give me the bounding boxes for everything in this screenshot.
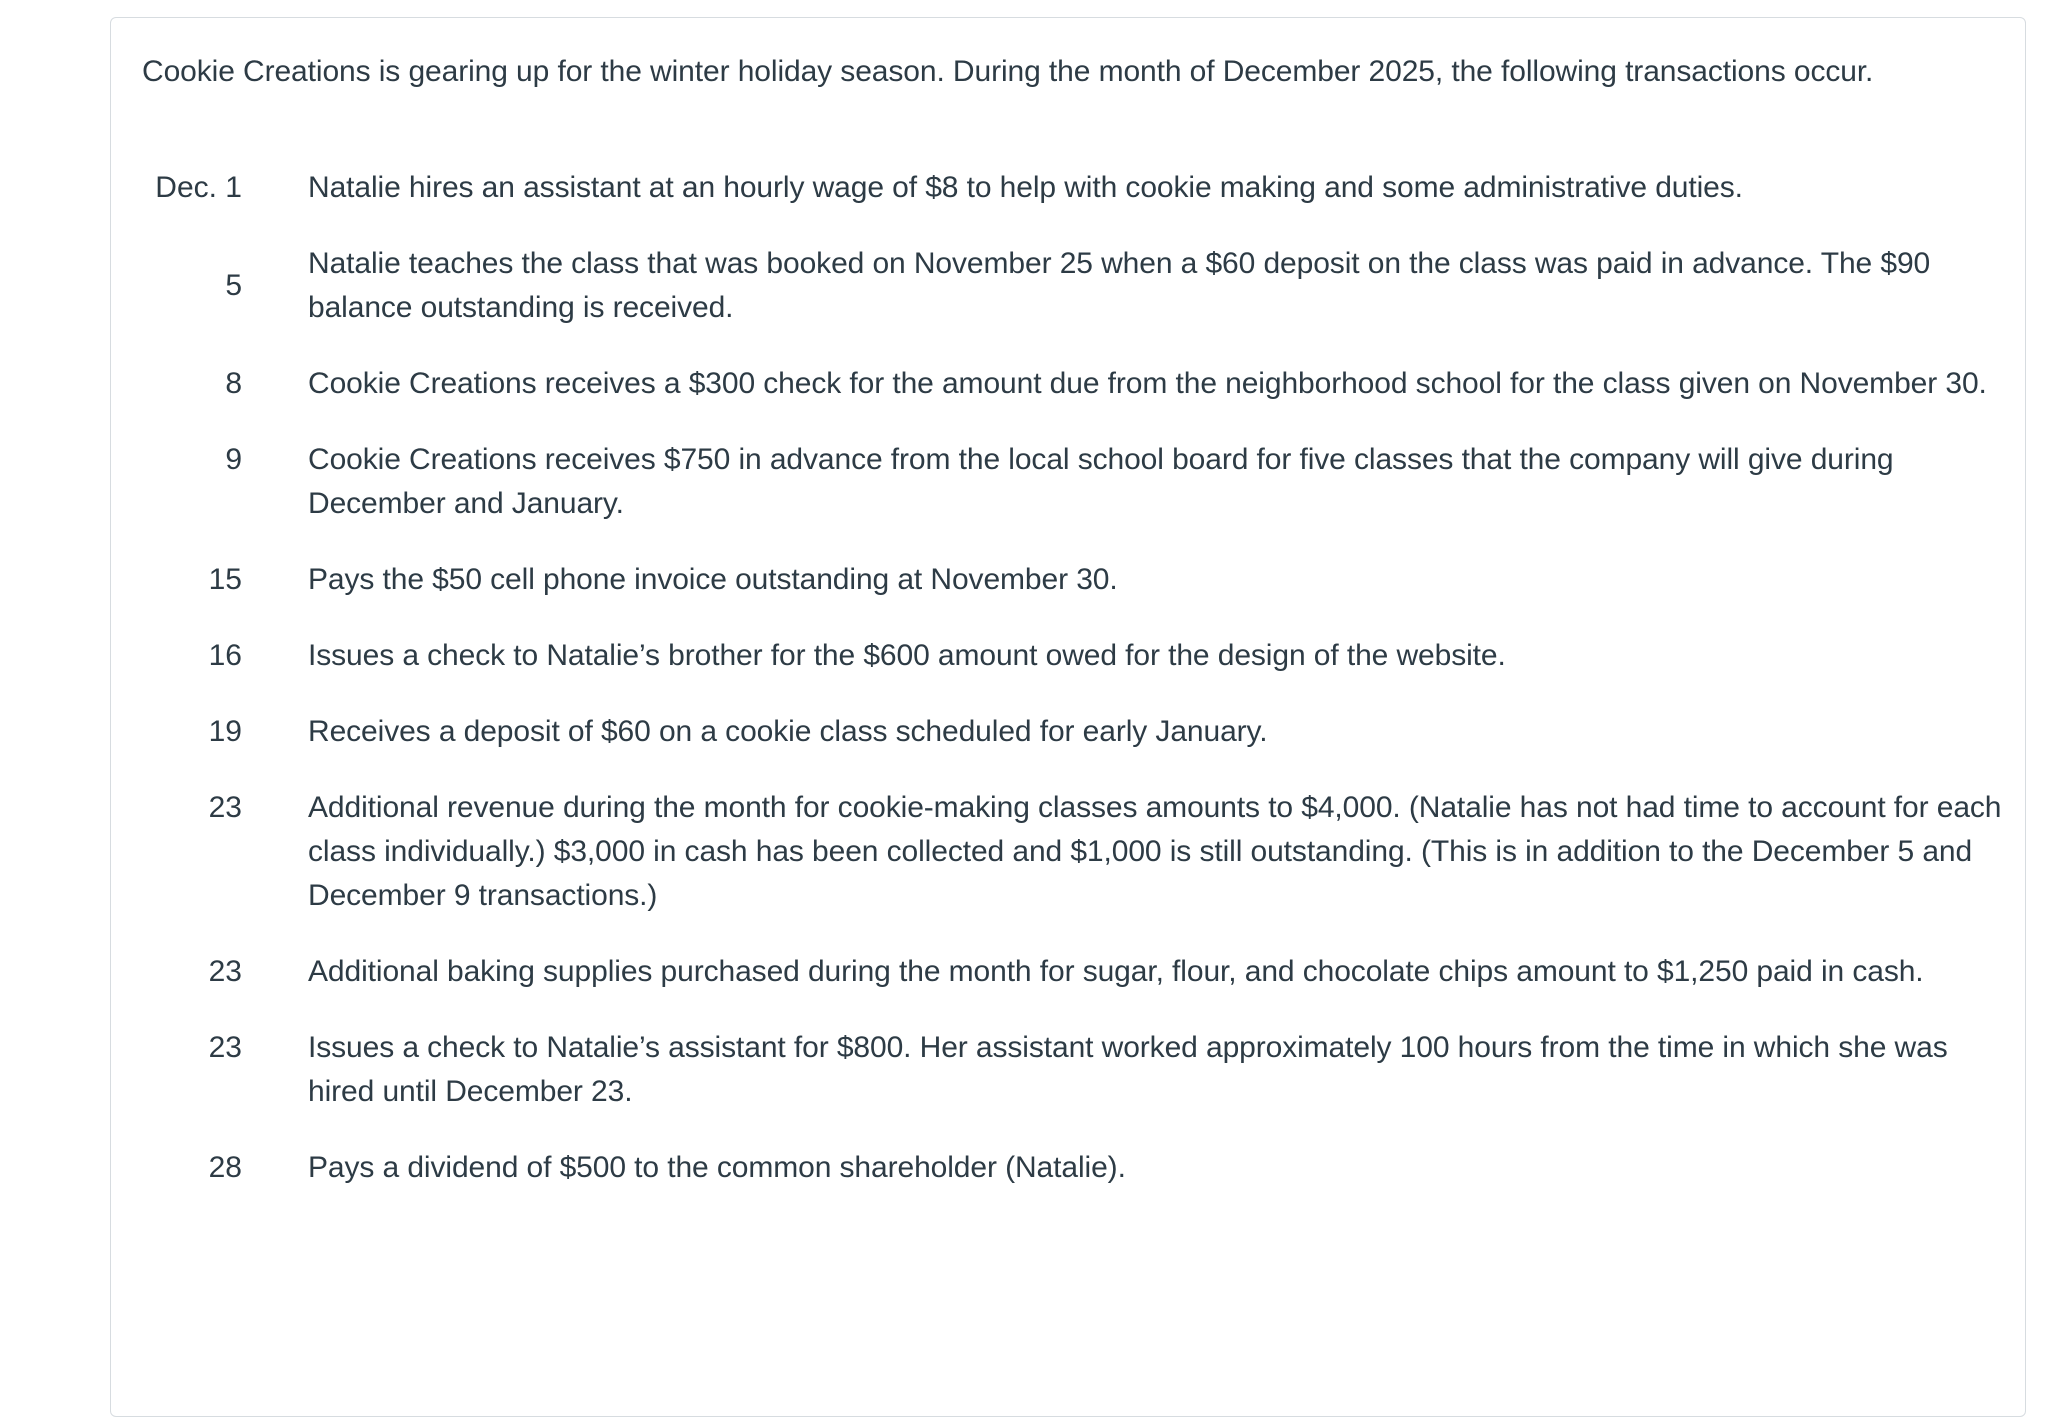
transaction-description: Additional revenue during the month for cookie-making classes amounts to $4,000. (Natalie has not had time to account for each class individually.) $3,000 in cash has been collected and $1,000 is still outstanding. (This is in addition to the December 5 and December 9 transactions.) <box>308 791 2002 912</box>
transaction-date: 28 <box>208 1151 242 1184</box>
transaction-description: Cookie Creations receives a $300 check for the amount due from the neighborhood school for the class given on November 30. <box>308 367 1987 400</box>
transaction-row <box>142 1010 2002 1130</box>
transaction-row <box>142 226 2002 346</box>
transaction-row <box>142 694 2002 770</box>
transaction-date: 23 <box>208 1031 242 1064</box>
transaction-row <box>142 770 2002 934</box>
transaction-row <box>142 542 2002 618</box>
transaction-description: Natalie teaches the class that was booked on November 25 when a $60 deposit on the class was paid in advance. The $90 balance outstanding is received. <box>308 247 1931 324</box>
transaction-description: Pays a dividend of $500 to the common shareholder (Natalie). <box>308 1151 1126 1184</box>
transaction-date: 8 <box>225 367 242 400</box>
transaction-description: Cookie Creations receives $750 in advance from the local school board for five classes that the company will give during December and January. <box>308 443 1894 520</box>
transaction-row <box>142 934 2002 1010</box>
transaction-row <box>142 150 2002 226</box>
transaction-description: Issues a check to Natalie’s assistant for $800. Her assistant worked approximately 100 hours from the time in which she was hired until December 23. <box>308 1031 1948 1108</box>
transactions-table <box>142 150 2002 1206</box>
transaction-description: Natalie hires an assistant at an hourly wage of $8 to help with cookie making and some administrative duties. <box>308 171 1743 204</box>
transaction-date: 23 <box>208 955 242 988</box>
transaction-date: 15 <box>208 563 242 596</box>
transaction-date: 19 <box>208 715 242 748</box>
transaction-date: 5 <box>225 269 242 302</box>
transaction-row <box>142 618 2002 694</box>
transaction-row <box>142 346 2002 422</box>
transaction-description: Additional baking supplies purchased during the month for sugar, flour, and chocolate chips amount to $1,250 paid in cash. <box>308 955 1924 988</box>
transaction-description: Pays the $50 cell phone invoice outstanding at November 30. <box>308 563 1118 596</box>
transaction-date: Dec. 1 <box>155 171 242 204</box>
intro-paragraph: Cookie Creations is gearing up for the winter holiday season. During the month of December 2025, the following transactions occur. <box>142 55 1874 88</box>
transaction-date: 16 <box>208 639 242 672</box>
transaction-row <box>142 422 2002 542</box>
transaction-date: 23 <box>208 791 242 824</box>
transaction-description: Issues a check to Natalie’s brother for the $600 amount owed for the design of the website. <box>308 639 1506 672</box>
transaction-description: Receives a deposit of $60 on a cookie class scheduled for early January. <box>308 715 1268 748</box>
transaction-date: 9 <box>225 443 242 476</box>
transaction-row <box>142 1130 2002 1206</box>
